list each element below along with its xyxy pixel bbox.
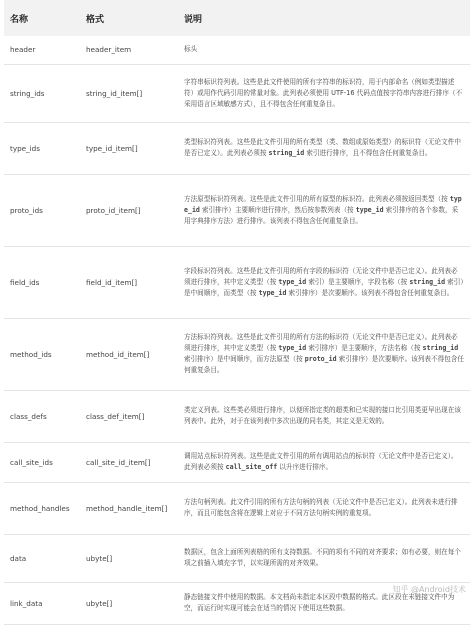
cell-name: call_site_ids — [10, 457, 53, 467]
cell-format: class_def_item[] — [86, 411, 145, 421]
cell-description — [178, 534, 470, 582]
table-row — [4, 174, 470, 246]
table-row — [4, 390, 470, 442]
description-text: 字符串标识符列表。这些是此文件使用的所有字符串的标识符，用于内部命名（例如类型描述符）或用作代码引用的常量对象。此列表必须使用 UTF-16 代码点值按字符串内容进行排序（不采用语言区域敏感方式），且不得包含任何重复条目。 — [184, 77, 463, 108]
cell-format: type_id_item[] — [86, 143, 138, 153]
description-text: 类定义列表。这些类必须进行排序，以便所指定类的超类和已实现的接口比引用类更早出现在该列表中。此外，对于在该列表中多次出现的同名类，其定义是无效的。 — [184, 406, 461, 425]
description-text: 索引排序）是中间顺序，而方法原型（按 — [184, 355, 305, 363]
description-text: 索引排序）是主要顺序，方法名称（按 — [306, 344, 423, 352]
cell-description — [178, 442, 470, 482]
cell-description — [178, 174, 470, 246]
description-text: 方法标识符列表。这些是此文件引用的所有方法的标识符（无论文件中是否已定义）。此列表必须进行排序，其中定义类型（按 — [184, 333, 458, 352]
description-text: 方法句柄列表。此文件引用的所有方法句柄的列表（无论文件中是否已定义）。此列表未进行排序，而且可能包含将在逻辑上对应于不同方法句柄实例的重复项。 — [184, 498, 458, 517]
cell-format: string_id_item[] — [86, 88, 143, 98]
header-description: 说明 — [184, 14, 203, 25]
description-text: 索引排序）主要顺序进行排序，然后按参数列表（按 — [199, 205, 356, 214]
code-term: string_id — [422, 344, 459, 352]
table-row — [4, 36, 470, 64]
header-format: 格式 — [86, 14, 105, 25]
table-row — [4, 482, 470, 534]
code-term: call_site_off — [225, 463, 278, 471]
code-term: type_id — [184, 194, 462, 214]
description-text: 以升序进行排序。 — [277, 463, 333, 471]
table-row — [4, 534, 470, 582]
cell-format: method_handle_item[] — [86, 503, 168, 513]
dex-sections-table — [4, 0, 470, 625]
code-term: string_id — [268, 149, 305, 157]
cell-format: call_site_id_item[] — [86, 457, 151, 467]
code-term: type_id — [278, 277, 307, 286]
cell-format: field_id_item[] — [86, 277, 138, 287]
cell-format: proto_id_item[] — [86, 205, 141, 215]
table-header — [4, 0, 470, 36]
cell-format: ubyte[] — [86, 553, 113, 563]
cell-name: type_ids — [10, 143, 40, 153]
cell-description — [178, 482, 470, 534]
description-text: 索引排序）是次要顺序。该列表不得包含任何重复条目。 — [184, 355, 464, 374]
cell-format: header_item — [86, 45, 132, 55]
watermark: 知乎 @Android技术 — [392, 585, 466, 594]
description-text: 调用站点标识符列表。这些是此文件引用的所有调用站点的标识符（无论文件中是否已定义）。此列表必须按 — [184, 452, 458, 471]
cell-description — [178, 246, 470, 318]
cell-description — [178, 36, 470, 64]
cell-format: ubyte[] — [86, 598, 113, 608]
cell-name: proto_ids — [10, 205, 43, 215]
table-row — [4, 442, 470, 482]
cell-format: method_id_item[] — [86, 349, 150, 359]
description-text: 静态链接文件中使用的数据。本文档尚未指定本区段中数据的格式。此区段在未链接文件中为空，而运行时实现可能会在适当的情况下使用这些数据。 — [184, 593, 455, 612]
description-text: 方法原型标识符列表。这些是此文件引用的所有原型的标识符。此列表必须按返回类型（按 — [184, 194, 450, 203]
description-text: 索引）是中间顺序，而类型（按 — [184, 277, 464, 297]
code-term: string_id — [409, 277, 446, 286]
code-term: proto_id — [304, 355, 337, 363]
code-term: type_id — [355, 205, 384, 214]
header-name: 名称 — [10, 14, 29, 25]
table-row — [4, 64, 470, 122]
table-body — [4, 36, 470, 624]
cell-description — [178, 64, 470, 122]
cell-name: method_ids — [10, 349, 52, 359]
table-row — [4, 246, 470, 318]
description-text: 索引进行排序，且不得包含任何重复条目。 — [304, 149, 432, 157]
cell-name: method_handles — [10, 503, 70, 513]
cell-description — [178, 390, 470, 442]
description-text: 索引排序）是次要顺序。该列表不得包含任何重复条目。 — [286, 288, 454, 297]
description-text: 类型标识符列表。这些是此文件引用的所有类型（类、数组或原始类型）的标识符（无论文件中是否已定义）。此列表必须按 — [184, 138, 461, 157]
description-text: 索引）是主要顺序，字段名称（按 — [306, 277, 410, 286]
description-text: 索引排序的各个参数，采用字典排序方法）进行排序。该列表不得包含任何重复条目。 — [184, 205, 459, 225]
table-row — [4, 318, 470, 390]
cell-name: string_ids — [10, 88, 45, 98]
cell-name: data — [10, 553, 27, 563]
cell-name: link_data — [10, 598, 43, 608]
code-term: type_id — [278, 344, 307, 352]
description-text: 标头 — [184, 45, 198, 54]
cell-name: class_defs — [10, 411, 47, 421]
cell-name: header — [10, 45, 36, 55]
cell-description — [178, 122, 470, 174]
code-term: type_id — [258, 288, 287, 297]
description-text: 字段标识符列表。这些是此文件引用的所有字段的标识符（无论文件中是否已定义）。此列表必须进行排序，其中定义类型（按 — [184, 266, 458, 286]
description-text: 数据区，包含上面所列表格的所有支持数据。不同的项有不同的对齐要求；如有必要，则在每个项之前插入填充字节，以实现所需的对齐效果。 — [184, 548, 461, 567]
header-row — [4, 0, 470, 36]
table-row — [4, 122, 470, 174]
cell-description — [178, 318, 470, 390]
cell-name: field_ids — [10, 277, 40, 287]
